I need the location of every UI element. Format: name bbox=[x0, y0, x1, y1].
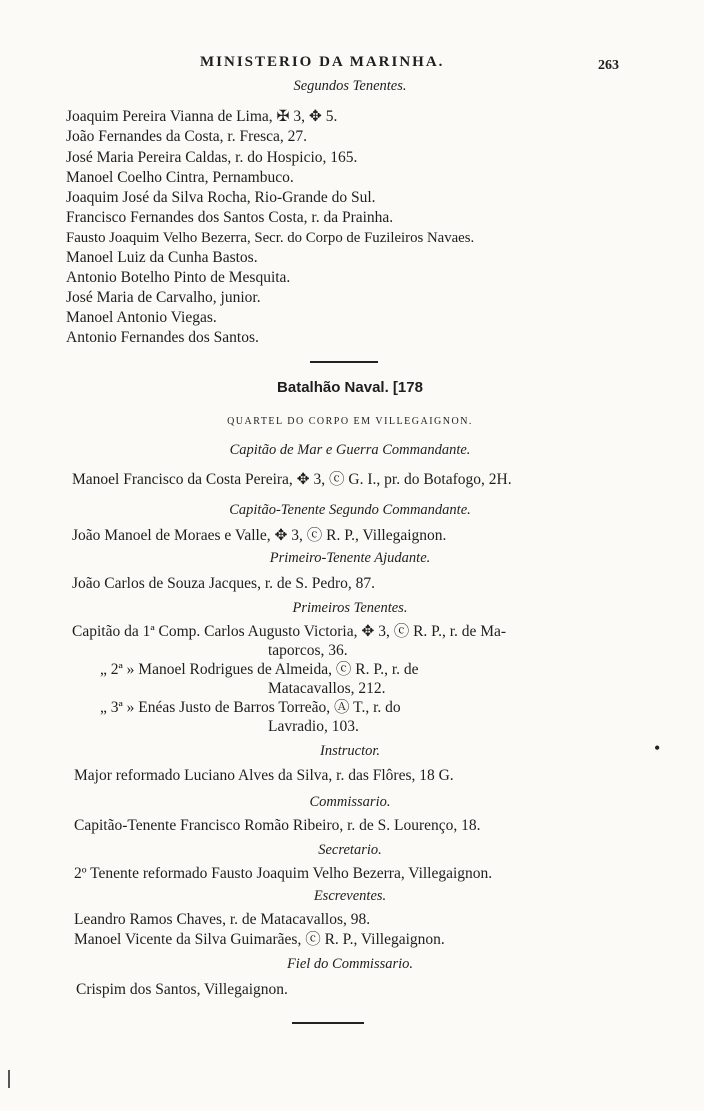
list-item: Joaquim José da Silva Rocha, Rio-Grande do Sul. bbox=[66, 189, 376, 206]
list-item: Francisco Fernandes dos Santos Costa, r. da Prainha. bbox=[66, 209, 394, 226]
entry-ajudante: João Carlos de Souza Jacques, r. de S. Pedro, 87. bbox=[72, 575, 376, 592]
margin-dot: • bbox=[654, 738, 661, 758]
list-item: Fausto Joaquim Velho Bezerra, Secr. do Corpo de Fuzileiros Navaes. bbox=[66, 230, 475, 246]
section-title-batalhao-naval: Batalhão Naval. [178 bbox=[277, 379, 423, 396]
heading-segundo-commandante: Capitão-Tenente Segundo Commandante. bbox=[229, 502, 471, 518]
section-divider bbox=[310, 361, 378, 363]
page-header bbox=[0, 52, 704, 76]
entry-comp-1-cont: taporcos, 36. bbox=[268, 642, 348, 659]
header-title: MINISTERIO DA MARINHA. bbox=[200, 54, 445, 70]
heading-primeiros-tenentes: Primeiros Tenentes. bbox=[292, 600, 408, 616]
section-divider bbox=[292, 1022, 364, 1024]
heading-commissario: Commissario. bbox=[309, 794, 391, 810]
quartel-subtitle: QUARTEL DO CORPO EM VILLEGAIGNON. bbox=[227, 416, 473, 427]
page-number: 263 bbox=[598, 58, 619, 73]
list-item: Manoel Antonio Viegas. bbox=[66, 309, 217, 326]
heading-capitao-mar-guerra: Capitão de Mar e Guerra Commandante. bbox=[229, 442, 471, 458]
list-item: Antonio Fernandes dos Santos. bbox=[66, 329, 259, 346]
entry-commissario: Capitão-Tenente Francisco Romão Ribeiro, r. de S. Lourenço, 18. bbox=[74, 817, 481, 834]
list-item: José Maria de Carvalho, junior. bbox=[66, 289, 261, 306]
entry-comp-2: „ 2ª » Manoel Rodrigues de Almeida, ⓒ R. P., r. de bbox=[100, 661, 419, 678]
list-item: José Maria Pereira Caldas, r. do Hospicio, 165. bbox=[66, 149, 358, 166]
section-heading-segundos-tenentes: Segundos Tenentes. bbox=[293, 78, 407, 94]
entry-fiel: Crispim dos Santos, Villegaignon. bbox=[76, 981, 288, 998]
entry-commandante: Manoel Francisco da Costa Pereira, ✥ 3, ⓒ G. I., pr. do Botafogo, 2H. bbox=[72, 471, 512, 488]
heading-ajudante: Primeiro-Tenente Ajudante. bbox=[269, 550, 431, 566]
list-item: Manoel Luiz da Cunha Bastos. bbox=[66, 249, 258, 266]
entry-escrevente: Manoel Vicente da Silva Guimarães, ⓒ R. P., Villegaignon. bbox=[74, 931, 445, 948]
list-item: Antonio Botelho Pinto de Mesquita. bbox=[66, 269, 291, 286]
heading-instructor: Instructor. bbox=[319, 743, 381, 759]
heading-secretario: Secretario. bbox=[318, 842, 382, 858]
entry-instructor: Major reformado Luciano Alves da Silva, r. das Flôres, 18 G. bbox=[74, 767, 454, 784]
entry-comp-2-cont: Matacavallos, 212. bbox=[268, 680, 386, 697]
margin-mark bbox=[8, 1070, 10, 1088]
entry-segundo-commandante: João Manoel de Moraes e Valle, ✥ 3, ⓒ R. P., Villegaignon. bbox=[72, 527, 447, 544]
list-item: Joaquim Pereira Vianna de Lima, ✠ 3, ✥ 5. bbox=[66, 108, 338, 125]
heading-fiel-commissario: Fiel do Commissario. bbox=[286, 956, 414, 972]
heading-escreventes: Escreventes. bbox=[313, 888, 387, 904]
list-item: João Fernandes da Costa, r. Fresca, 27. bbox=[66, 128, 308, 145]
entry-secretario: 2º Tenente reformado Fausto Joaquim Velho Bezerra, Villegaignon. bbox=[74, 865, 493, 882]
entry-comp-3: „ 3ª » Enéas Justo de Barros Torreão, Ⓐ T., r. do bbox=[100, 699, 401, 716]
entry-comp-1: Capitão da 1ª Comp. Carlos Augusto Victoria, ✥ 3, ⓒ R. P., r. de Ma- bbox=[72, 623, 507, 640]
entry-comp-3-cont: Lavradio, 103. bbox=[268, 718, 359, 735]
entry-escrevente: Leandro Ramos Chaves, r. de Matacavallos, 98. bbox=[74, 911, 371, 928]
list-item: Manoel Coelho Cintra, Pernambuco. bbox=[66, 169, 294, 186]
